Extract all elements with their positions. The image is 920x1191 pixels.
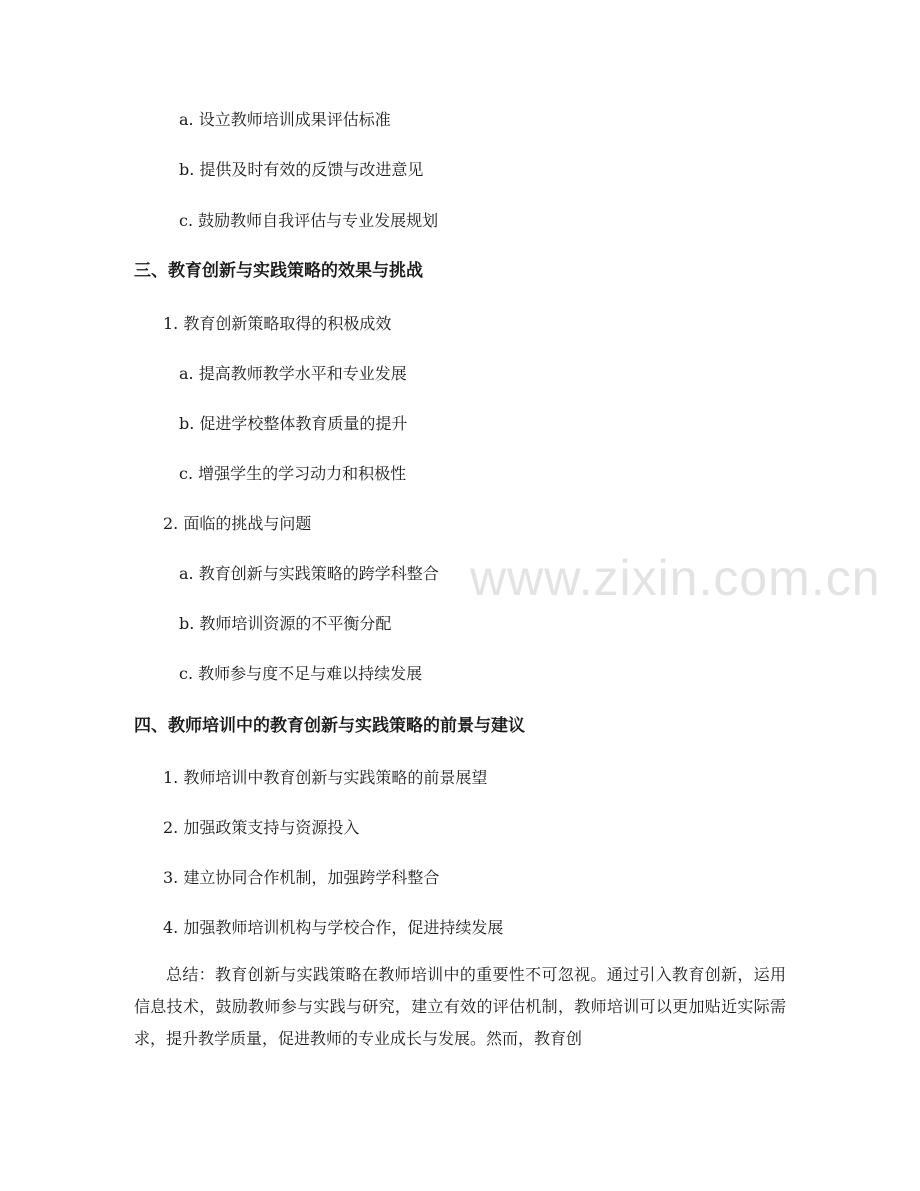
list-item: 4. 加强教师培训机构与学校合作，促进持续发展 [163,918,504,937]
list-item: 3. 建立协同合作机制，加强跨学科整合 [163,868,440,887]
subsection-title: 1. 教育创新策略取得的积极成效 [163,314,392,333]
section-heading: 三、教育创新与实践策略的效果与挑战 [134,261,423,281]
list-item: 2. 加强政策支持与资源投入 [163,818,360,837]
list-item: b. 提供及时有效的反馈与改进意见 [179,160,424,179]
summary-paragraph: 总结：教育创新与实践策略在教师培训中的重要性不可忽视。通过引入教育创新，运用信息技术，鼓励教师参与实践与研究，建立有效的评估机制，教师培训可以更加贴近实际需求，提升教学质量，促进教师的专业成长与发展。然而，教育创 [134,965,786,1048]
subsection-title: 2. 面临的挑战与问题 [163,514,312,533]
list-item: c. 增强学生的学习动力和积极性 [179,464,407,483]
list-item: b. 促进学校整体教育质量的提升 [179,414,408,433]
section-heading: 四、教师培训中的教育创新与实践策略的前景与建议 [134,716,525,736]
list-item: a. 教育创新与实践策略的跨学科整合 [179,564,439,583]
list-item: c. 鼓励教师自我评估与专业发展规划 [179,211,439,230]
list-item: b. 教师培训资源的不平衡分配 [179,614,392,633]
list-item: a. 设立教师培训成果评估标准 [179,110,391,129]
list-item: 1. 教师培训中教育创新与实践策略的前景展望 [163,768,488,787]
list-item: a. 提高教师教学水平和专业发展 [179,364,407,383]
list-item: c. 教师参与度不足与难以持续发展 [179,664,423,683]
watermark: www.zixin.com.cn [470,550,881,606]
